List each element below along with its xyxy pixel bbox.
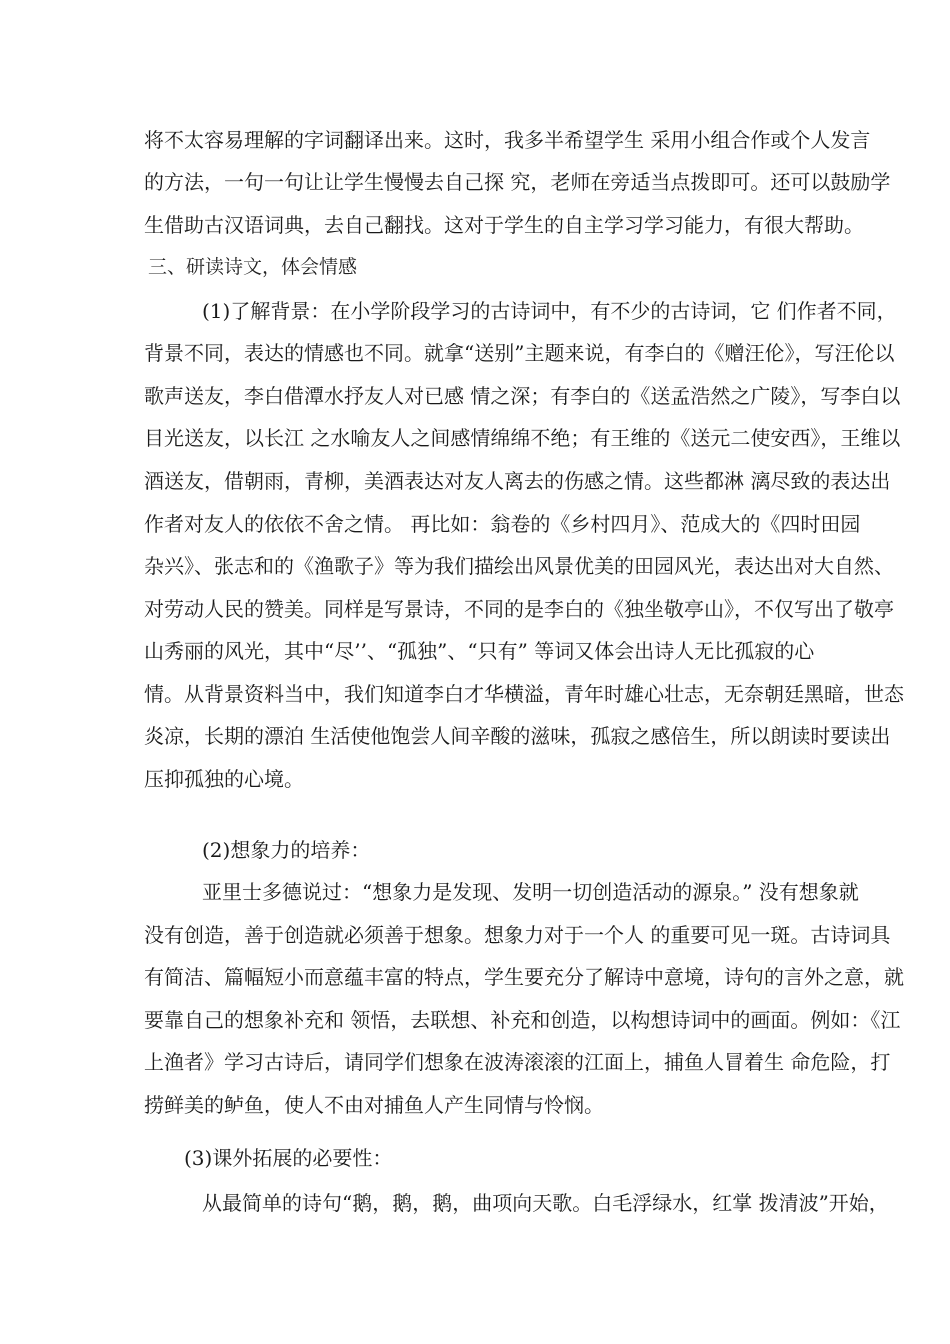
paragraph-first-line: 亚里士多德说过：“想象力是发现、发明一切创造活动的源泉。” 没有想象就 [202, 880, 859, 904]
body-text-line: 的方法，一句一句让让学生慢慢去自己探 究，老师在旁适当点拨即可。还可以鼓励学 [144, 170, 891, 194]
body-text-line: 压抑孤独的心境。 [144, 767, 304, 791]
body-text-line: 对劳动人民的赞美。同样是写景诗，不同的是李白的《独坐敬亭山》，不仅写出了敬亭 [144, 597, 894, 621]
body-text-line: 杂兴》、张志和的《渔歌子》等为我们描绘出风景优美的田园风光，表达出对大自然、 [144, 554, 894, 578]
paragraph-first-line: (1)了解背景：在小学阶段学习的古诗词中，有不少的古诗词，它 们作者不同， [202, 299, 897, 323]
body-text-line: 目光送友，以长江 之水喻友人之间感情绵绵不绝；有王维的《送元二使安西》，王维以 [144, 426, 901, 450]
body-text-line: 歌声送友，李白借潭水抒友人对已感 情之深；有李白的《送孟浩然之广陵》，写李白以 [144, 384, 901, 408]
body-text-line: 捞鲜美的鲈鱼，使人不由对捕鱼人产生同情与怜悯。 [144, 1093, 604, 1117]
body-text-line: 生借助古汉语词典，去自己翻找。这对于学生的自主学习学习能力，有很大帮助。 [144, 213, 864, 237]
body-text-line: 背景不同，表达的情感也不同。就拿“送别”主题来说，有李白的《赠汪伦》，写汪伦以 [144, 341, 895, 365]
section-heading: 三、研读诗文，体会情感 [148, 256, 358, 278]
subsection-heading: (2)想象力的培养： [202, 838, 371, 862]
paragraph-first-line: 从最简单的诗句“鹅，鹅，鹅，曲项向天歌。白毛浮绿水，红掌 拨清波”开始， [202, 1191, 889, 1215]
body-text-line: 酒送友，借朝雨，青柳，美酒表达对友人离去的伤感之情。这些都淋 漓尽致的表达出 [144, 469, 891, 493]
subsection-heading: (3)课外拓展的必要性： [184, 1146, 393, 1170]
body-text-line: 有简洁、篇幅短小而意蕴丰富的特点，学生要充分了解诗中意境，诗句的言外之意，就 [144, 965, 904, 989]
body-text-line: 将不太容易理解的字词翻译出来。这时，我多半希望学生 采用小组合作或个人发言 [144, 128, 871, 152]
body-text-line: 上渔者》学习古诗后，请同学们想象在波涛滚滚的江面上，捕鱼人冒着生 命危险，打 [144, 1050, 891, 1074]
body-text-line: 情。从背景资料当中，我们知道李白才华横溢，青年时雄心壮志，无奈朝廷黑暗，世态 [144, 682, 904, 706]
body-text-line: 山秀丽的风光，其中“尽’’、“孤独”、“只有” 等词又体会出诗人无比孤寂的心 [144, 639, 815, 663]
body-text-line: 没有创造，善于创造就必须善于想象。想象力对于一个人 的重要可见一斑。古诗词具 [144, 923, 891, 947]
body-text-line: 要靠自己的想象补充和 领悟，去联想、补充和创造，以构想诗词中的画面。例如：《江 [144, 1008, 901, 1032]
body-text-line: 作者对友人的依依不舍之情。 再比如：翁卷的《乡村四月》、范成大的《四时田园 [144, 512, 861, 536]
body-text-line: 炎凉，长期的漂泊 生活使他饱尝人间辛酸的滋味，孤寂之感倍生，所以朗读时要读出 [144, 724, 891, 748]
